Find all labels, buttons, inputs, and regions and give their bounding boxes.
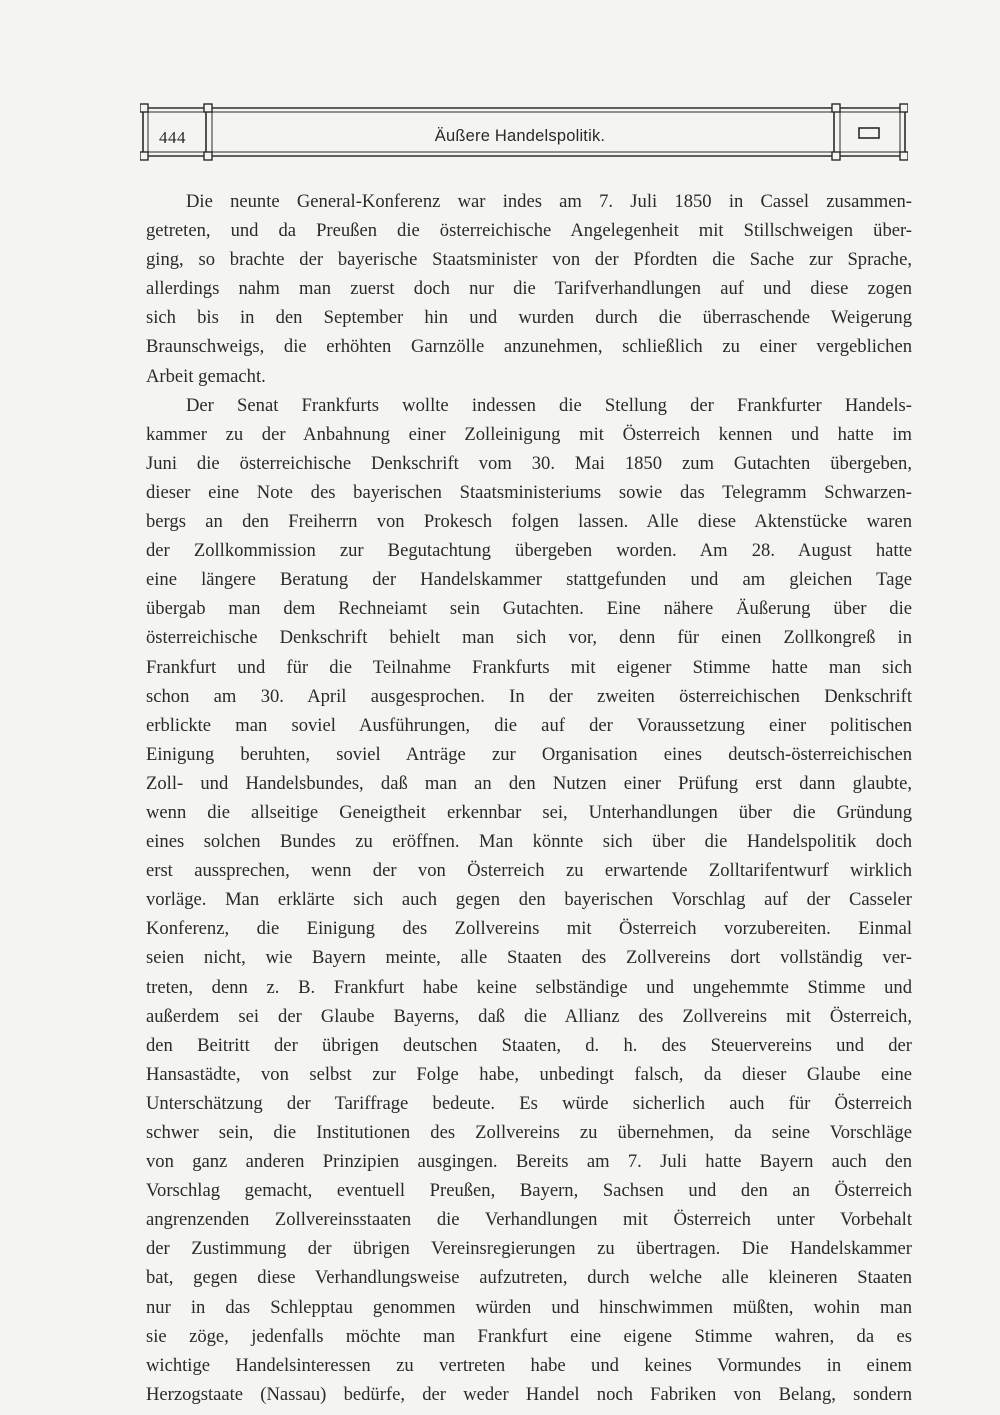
- text-line: bat, gegen diese Verhandlungsweise aufzutreten, durch welche alle kleineren Staaten: [146, 1267, 912, 1289]
- text-line: von ganz anderen Prinzipien ausgingen. Bereits am 7. Juli hatte Bayern auch den: [146, 1151, 912, 1173]
- text-line: Braunschweigs, die erhöhten Garnzölle anzunehmen, schließlich zu einer vergeblichen: [146, 336, 912, 358]
- text-line: Herzogstaate (Nassau) bedürfe, der weder Handel noch Fabriken von Belang, sondern: [146, 1383, 912, 1405]
- text-line: ging, so brachte der bayerische Staatsminister von der Pfordten die Sache zur Sprache,: [146, 249, 912, 271]
- text-line: nur in das Schlepptau genommen würden und hinschwimmen müßten, wohin man: [146, 1296, 912, 1318]
- text-line: österreichische Denkschrift behielt man sich vor, denn für einen Zollkongreß in: [146, 627, 912, 649]
- text-line: Vorschlag gemacht, eventuell Preußen, Bayern, Sachsen und den an Österreich: [146, 1180, 912, 1202]
- text-line: seien nicht, wie Bayern meinte, alle Staaten des Zollvereins dort vollständig ver-: [146, 947, 912, 969]
- text-line: schon am 30. April ausgesprochen. In der zweiten österreichischen Denkschrift: [146, 685, 912, 707]
- text-line: Unterschätzung der Tariffrage bedeute. Es würde sicherlich auch für Österreich: [146, 1092, 912, 1114]
- text-line: Die neunte General-Konferenz war indes am 7. Juli 1850 in Cassel zusammen-: [186, 191, 912, 212]
- text-line: Konferenz, die Einigung des Zollvereins mit Österreich vorzubereiten. Einmal: [146, 918, 912, 940]
- page-number: 444: [159, 128, 186, 147]
- text-line: Frankfurt und für die Teilnahme Frankfurts mit eigener Stimme hatte man sich: [146, 656, 912, 678]
- text-line: außerdem sei der Glaube Bayerns, daß die Allianz des Zollvereins mit Österreich,: [146, 1005, 912, 1027]
- text-line: allerdings nahm man zuerst doch nur die Tarifverhandlungen auf und diese zogen: [146, 278, 912, 300]
- text-line: dieser eine Note des bayerischen Staatsministeriums sowie das Telegramm Schwarzen-: [146, 481, 912, 503]
- text-line: Hansastädte, von selbst zur Folge habe, unbedingt falsch, da dieser Glaube eine: [146, 1063, 912, 1085]
- text-line: eines solchen Bundes zu eröffnen. Man könnte sich über die Handelspolitik doch: [146, 831, 912, 853]
- text-line: erst aussprechen, wenn der von Österreich zu erwartende Zolltarifentwurf wirklich: [146, 860, 912, 882]
- text-line: Der Senat Frankfurts wollte indessen die Stellung der Frankfurter Handels-: [186, 394, 912, 416]
- ornamental-header: [140, 102, 908, 162]
- text-line: Arbeit gemacht.: [146, 365, 266, 387]
- text-line: den Beitritt der übrigen deutschen Staaten, d. h. des Steuervereins und der: [146, 1034, 912, 1056]
- text-line: wichtige Handelsinteressen zu vertreten habe und keines Vormundes in einem: [146, 1354, 912, 1376]
- text-line: erblickte man soviel Ausführungen, die auf der Voraussetzung einer politischen: [146, 714, 912, 736]
- text-line: schwer sein, die Institutionen des Zollvereins zu übernehmen, da seine Vorschläge: [146, 1122, 912, 1143]
- text-line: bergs an den Freiherrn von Prokesch folgen lassen. Alle diese Aktenstücke waren: [146, 511, 912, 533]
- text-line: der Zustimmung der übrigen Vereinsregierungen zu übertragen. Die Handelskammer: [146, 1238, 912, 1260]
- text-line: getreten, und da Preußen die österreichische Angelegenheit mit Stillschweigen über-: [146, 220, 912, 242]
- text-line: Einigung beruhten, soviel Anträge zur Organisation eines deutsch-österreichischen: [146, 743, 912, 765]
- text-line: wenn die allseitige Geneigtheit erkennbar sei, Unterhandlungen über die Gründung: [146, 801, 912, 823]
- text-line: kammer zu der Anbahnung einer Zolleinigung mit Österreich kennen und hatte im: [146, 423, 912, 445]
- text-line: angrenzenden Zollvereinsstaaten die Verhandlungen mit Österreich unter Vorbehalt: [146, 1209, 912, 1231]
- text-line: treten, denn z. B. Frankfurt habe keine selbständige und ungehemmte Stimme und: [146, 976, 912, 998]
- text-line: vorläge. Man erklärte sich auch gegen den bayerischen Vorschlag auf der Casseler: [146, 889, 912, 911]
- text-line: sie zöge, jedenfalls möchte man Frankfurt eine eigene Stimme wahren, da es: [146, 1325, 912, 1347]
- text-line: der Zollkommission zur Begutachtung übergeben worden. Am 28. August hatte: [146, 540, 912, 562]
- running-title: Äußere Handelspolitik.: [434, 127, 606, 145]
- text-line: Zoll- und Handelsbundes, daß man an den Nutzen einer Prüfung erst dann glaubte,: [146, 772, 912, 794]
- text-line: übergab man dem Rechneiamt sein Gutachten. Eine nähere Äußerung über die: [146, 598, 912, 620]
- text-line: sich bis in den September hin und wurden durch die überraschende Weigerung: [146, 307, 912, 329]
- text-line: eine längere Beratung der Handelskammer stattgefunden und am gleichen Tage: [146, 569, 912, 591]
- text-line: Juni die österreichische Denkschrift vom 30. Mai 1850 zum Gutachten übergeben,: [146, 452, 912, 474]
- body-text: [146, 187, 912, 1409]
